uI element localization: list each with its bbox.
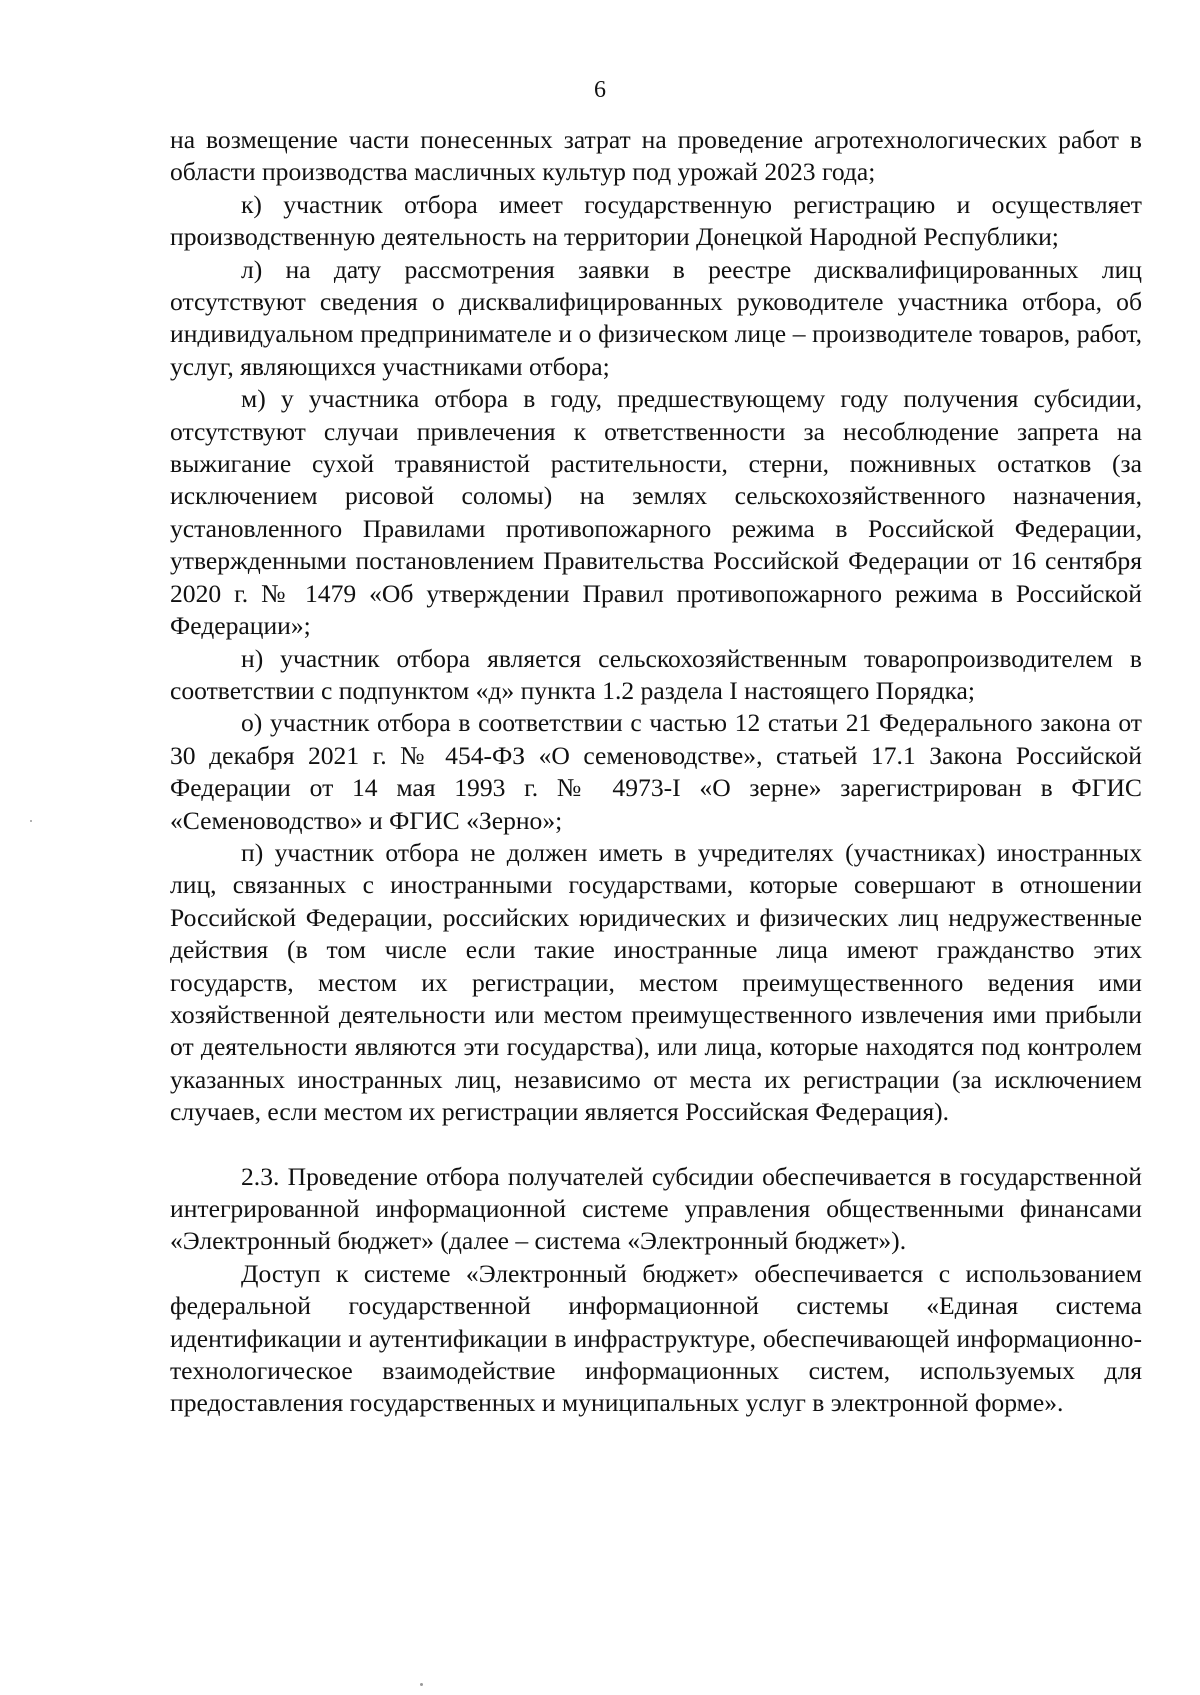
paragraph-item-p: п) участник отбора не должен иметь в учредителях (участниках) иностранных лиц, связанных с иностранными государствами, которые совершают в отношении Российской Федерации, российских юридических и физических лиц недружественные действия (в том числе если такие иностранные лица имеют гражданство этих государств, местом их регистрации, местом преимущественного ведения ими хозяйственной деятельности или местом преимущественного извлечения ими прибыли от деятельности являются эти государства), или лица, которые находятся под контролем указанных иностранных лиц, независимо от места их регистрации (за исключением случаев, если местом их регистрации является Российская Федерация). [170, 837, 1142, 1127]
paragraph-item-k: к) участник отбора имеет государственную регистрацию и осуществляет производственную деятельность на территории Донецкой Народной Республики; [170, 189, 1142, 252]
scan-speck [30, 820, 32, 822]
scan-speck [420, 1683, 423, 1686]
page-number: 6 [594, 77, 606, 103]
paragraph-item-m: м) у участника отбора в году, предшествующему году получения субсидии, отсутствуют случаи привлечения к ответственности за несоблюдение запрета на выжигание сухой травянистой растительности, стерни, пожнивных остатков (за исключением рисовой соломы) на землях сельскохозяйственного назначения, установленного Правилами противопожарного режима в Российской Федерации, утвержденными постановлением Правительства Российской Федерации от 16 сентября 2020 г. № 1479 «Об утверждении Правил противопожарного режима в Российской Федерации»; [170, 384, 1142, 641]
document-body [170, 124, 1142, 1420]
paragraph-intro: на возмещение части понесенных затрат на проведение агротехнологических работ в области производства масличных культур под урожай 2023 года; [170, 125, 1142, 187]
paragraph-item-o: о) участник отбора в соответствии с частью 12 статьи 21 Федерального закона от 30 декабря 2021 г. № 454-ФЗ «О семеноводстве», статьей 17.1 Закона Российской Федерации от 14 мая 1993 г. № 4973-I «О зерне» зарегистрирован в ФГИС «Семеноводство» и ФГИС «Зерно»; [170, 708, 1142, 835]
paragraph-section-2-3: 2.3. Проведение отбора получателей субсидии обеспечивается в государственной интегрированной информационной системе управления общественными финансами «Электронный бюджет» (далее – система «Электронный бюджет»). [170, 1161, 1142, 1256]
paragraph-item-l: л) на дату рассмотрения заявки в реестре дисквалифицированных лиц отсутствуют сведения о дисквалифицированных руководителе участника отбора, об индивидуальном предпринимателе и о физическом лице – производителе товаров, работ, услуг, являющихся участниками отбора; [170, 254, 1142, 381]
paragraph-item-n: н) участник отбора является сельскохозяйственным товаропроизводителем в соответствии с подпунктом «д» пункта 1.2 раздела I настоящего Порядка; [170, 643, 1142, 705]
paragraph-access: Доступ к системе «Электронный бюджет» обеспечивается с использованием федеральной государственной информационной системы «Единая система идентификации и аутентификации в инфраструктуре, обеспечивающей информационно-технологическое взаимодействие информационных систем, используемых для предоставления государственных и муниципальных услуг в электронной форме». [170, 1258, 1142, 1418]
